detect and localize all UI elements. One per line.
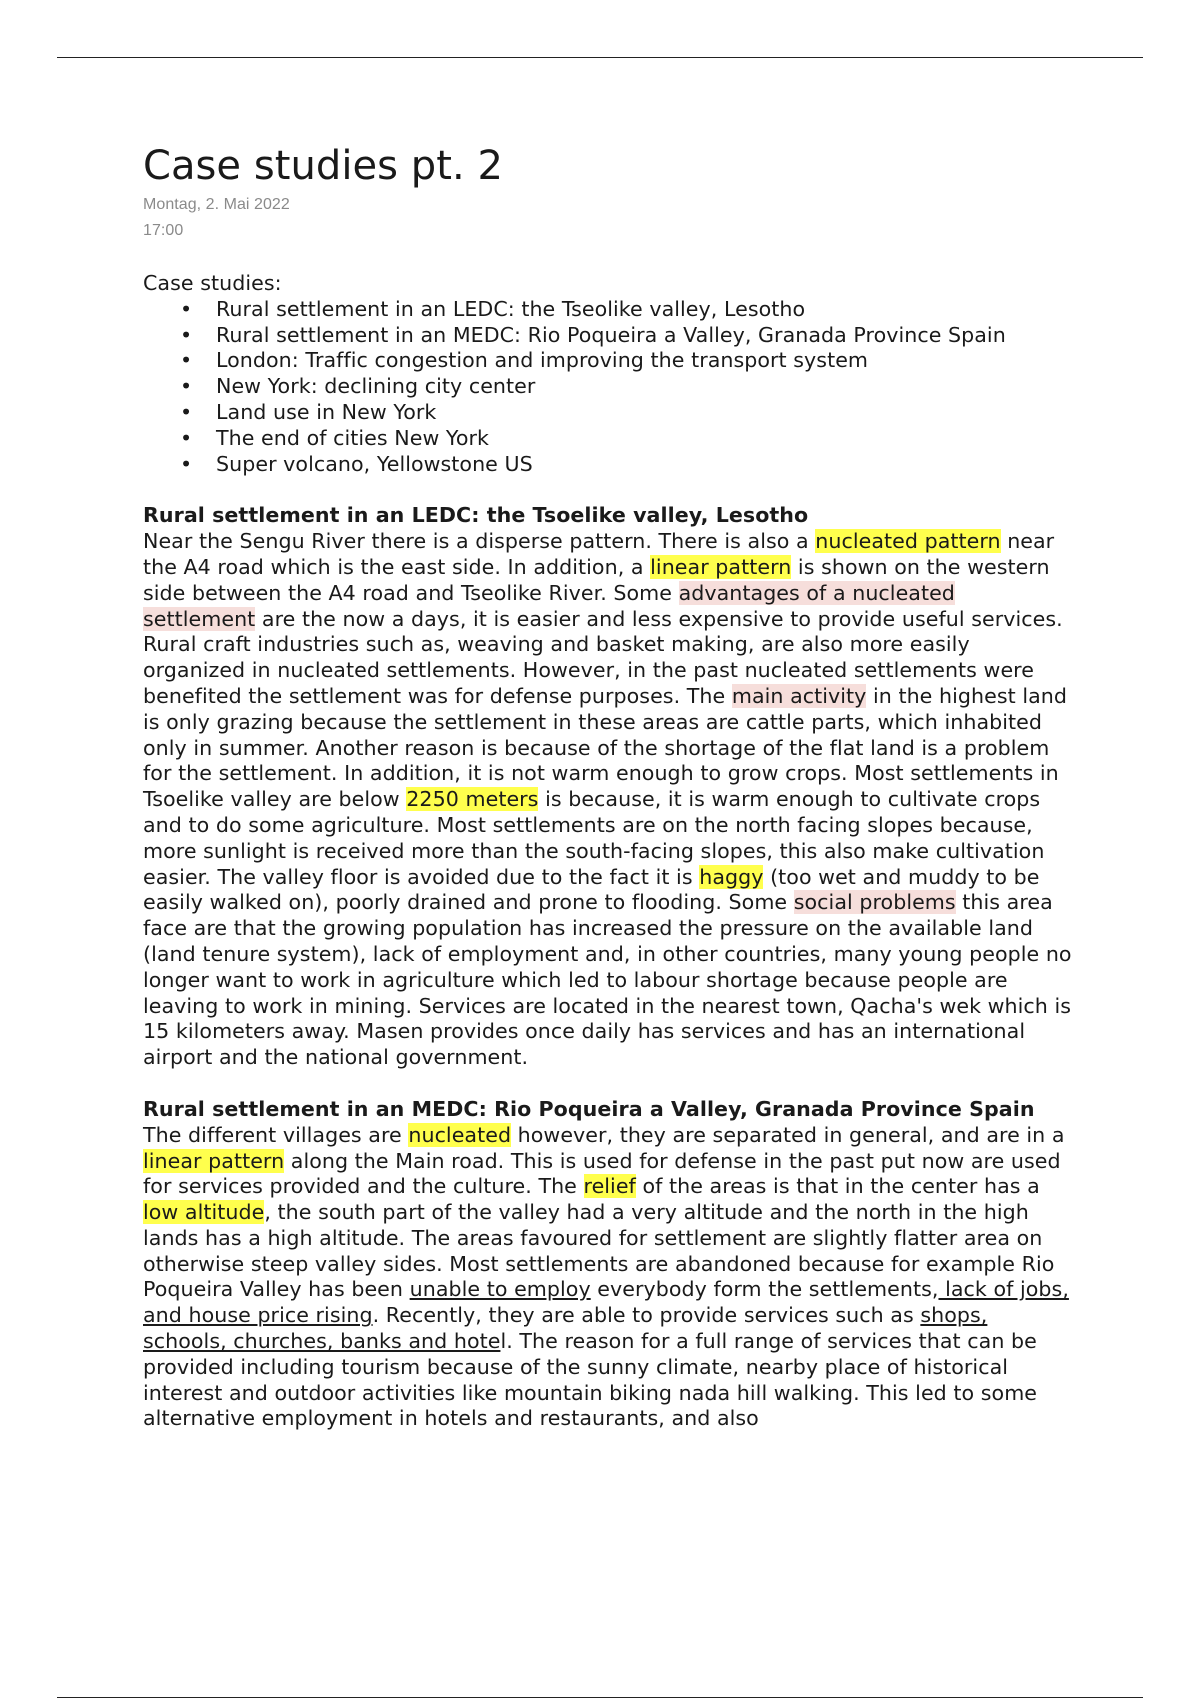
highlight: advantages of a nucleated settlement — [143, 580, 955, 631]
list-item: • Super volcano, Yellowstone US — [143, 452, 1073, 478]
highlight: 2250 meters — [406, 787, 539, 812]
section-body: Near the Sengu River there is a disperse pattern. There is also a nucleated pattern near the A4 road which is the east side. In addition, a linear pattern is shown on the western side between the A4 road and Tseolike River. Some advantages of a nucleated settlement are the now a days, it is easier and less expensive to provide useful services. Rural craft industries such as, weaving and basket making, are also more easily organized in nucleated settlements. However, in the past nucleated settlements were benefited the settlement was for defense purposes. The main activity in the highest land is only grazing because the settlement in these areas are cattle parts, which inhabited only in summer. Another reason is because of the shortage of the flat land is a problem for the settlement. In addition, it is not warm enough to grow crops. Most settlements in Tsoelike valley are below 2250 meters is because, it is warm enough to cultivate crops and to do some agriculture. Most settlements are on the north facing slopes because, more sunlight is received more than the south-facing slopes, this also make cultivation easier. The valley floor is avoided due to the fact it is haggy (too wet and muddy to be easily walked on), poorly drained and prone to flooding. Some social problems this area face are that the growing population has increased the pressure on the available land (land tenure system), lack of employment and, in other countries, many young people no longer want to work in agriculture which led to labour shortage because people are leaving to work in mining. Services are located in the nearest town, Qacha's wek which is 15 kilometers away. Masen provides once daily has services and has an international airport and the national government. — [143, 529, 1072, 1070]
list-item: • New York: declining city center — [143, 374, 1073, 400]
page-content — [143, 140, 1073, 1432]
page-title: Case studies pt. 2 — [143, 143, 504, 189]
highlight: nucleated — [408, 1122, 512, 1147]
list-item: • The end of cities New York — [143, 426, 1073, 452]
highlight: main activity — [731, 683, 867, 708]
note-date: Montag, 2. Mai 2022 — [143, 196, 290, 213]
section-heading: Rural settlement in an MEDC: Rio Poqueira a Valley, Granada Province Spain — [143, 1096, 1035, 1121]
list-item: • London: Traffic congestion and improving the transport system — [143, 348, 1073, 374]
highlight: linear pattern — [143, 1148, 285, 1173]
highlight: relief — [583, 1174, 636, 1199]
highlight: social problems — [793, 890, 956, 915]
list-item: • Rural settlement in an MEDC: Rio Poqueira a Valley, Granada Province Spain — [143, 323, 1073, 349]
case-study-list — [143, 297, 1073, 478]
underlined-text: shops, schools, churches, banks and hote — [143, 1303, 988, 1354]
highlight: low altitude — [143, 1200, 265, 1225]
highlight: linear pattern — [650, 554, 792, 579]
list-item: • Rural settlement in an LEDC: the Tseolike valley, Lesotho — [143, 297, 1073, 323]
note-time: 17:00 — [143, 222, 184, 239]
highlight: haggy — [699, 864, 764, 889]
section-lesotho — [143, 503, 1073, 1071]
section-heading: Rural settlement in an LEDC: the Tsoelike valley, Lesotho — [143, 503, 809, 528]
section-rio-poqueira — [143, 1097, 1073, 1432]
underlined-text: lack of jobs, and house price rising — [143, 1277, 1069, 1328]
top-rule — [57, 57, 1143, 58]
list-item: • Land use in New York — [143, 400, 1073, 426]
highlight: nucleated pattern — [815, 529, 1001, 554]
intro-label: Case studies: — [143, 271, 282, 295]
section-body: The different villages are nucleated however, they are separated in general, and are in a linear pattern along the Main road. This is used for defense in the past put now are used for services provided and the culture. The relief of the areas is that in the center has a low altitude, the south part of the valley had a very altitude and the north in the high lands has a high altitude. The areas favoured for settlement are slightly flatter area on otherwise steep valley sides. Most settlements are abandoned because for example Rio Poqueira Valley has been unable to employ everybody form the settlements, lack of jobs, and house price rising. Recently, they are able to provide services such as shops, schools, churches, banks and hotel. The reason for a full range of services that can be provided including tourism because of the sunny climate, nearby place of historical interest and outdoor activities like mountain biking nada hill walking. This led to some alternative employment in hotels and restaurants, and also — [143, 1122, 1069, 1431]
underlined-text: unable to employ — [409, 1277, 591, 1302]
bottom-rule — [57, 1697, 1143, 1698]
